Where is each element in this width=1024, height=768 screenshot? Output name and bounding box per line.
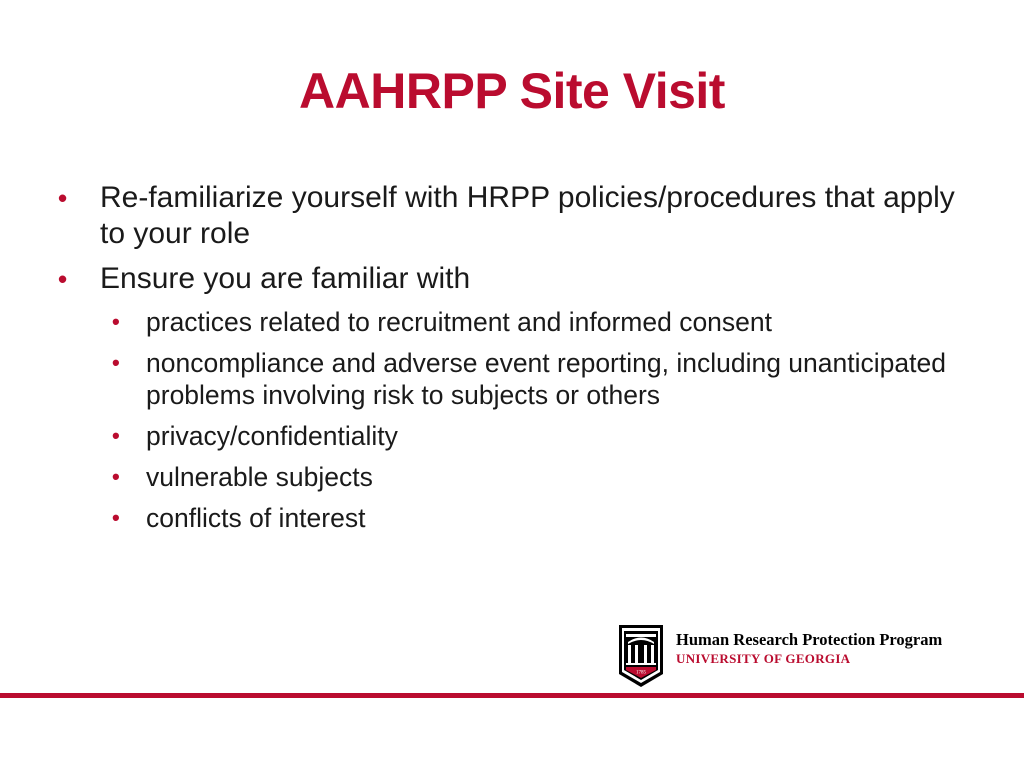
university-name: UNIVERSITY OF GEORGIA bbox=[676, 651, 851, 666]
org-name: Human Research Protection Program bbox=[676, 630, 943, 649]
bullet-dot-icon: • bbox=[112, 464, 120, 489]
sub-bullet-text: noncompliance and adverse event reporting, including unanticipated problems involving risk to subjects or others bbox=[146, 348, 946, 410]
uga-arch-icon bbox=[618, 624, 664, 688]
sub-bullet-text: privacy/confidentiality bbox=[146, 421, 398, 451]
bullet-list bbox=[58, 180, 978, 543]
bullet-dot-icon: • bbox=[58, 264, 68, 294]
bullet-dot-icon: • bbox=[112, 309, 120, 334]
bullet-text: Re-familiarize yourself with HRPP policies/procedures that apply to your role bbox=[100, 181, 955, 250]
sub-bullet-text: practices related to recruitment and informed consent bbox=[146, 307, 773, 337]
sub-bullet-item bbox=[58, 347, 978, 411]
bullet-item bbox=[58, 261, 978, 297]
sub-bullet-text: conflicts of interest bbox=[146, 503, 366, 533]
sub-bullet-item bbox=[58, 461, 978, 493]
sub-bullet-item bbox=[58, 306, 978, 338]
bullet-dot-icon: • bbox=[112, 423, 120, 448]
bullet-dot-icon: • bbox=[112, 505, 120, 530]
sub-bullet-text: vulnerable subjects bbox=[146, 462, 373, 492]
footer-divider bbox=[0, 693, 1024, 698]
bullet-text: Ensure you are familiar with bbox=[100, 262, 471, 295]
bullet-dot-icon: • bbox=[112, 350, 120, 375]
bullet-item bbox=[58, 180, 978, 252]
bullet-dot-icon: • bbox=[58, 183, 68, 213]
sub-bullet-item bbox=[58, 502, 978, 534]
slide-title: AAHRPP Site Visit bbox=[299, 63, 725, 119]
sub-bullet-item bbox=[58, 420, 978, 452]
seal-year: 1785 bbox=[636, 670, 646, 676]
footer-logo bbox=[618, 624, 1018, 690]
